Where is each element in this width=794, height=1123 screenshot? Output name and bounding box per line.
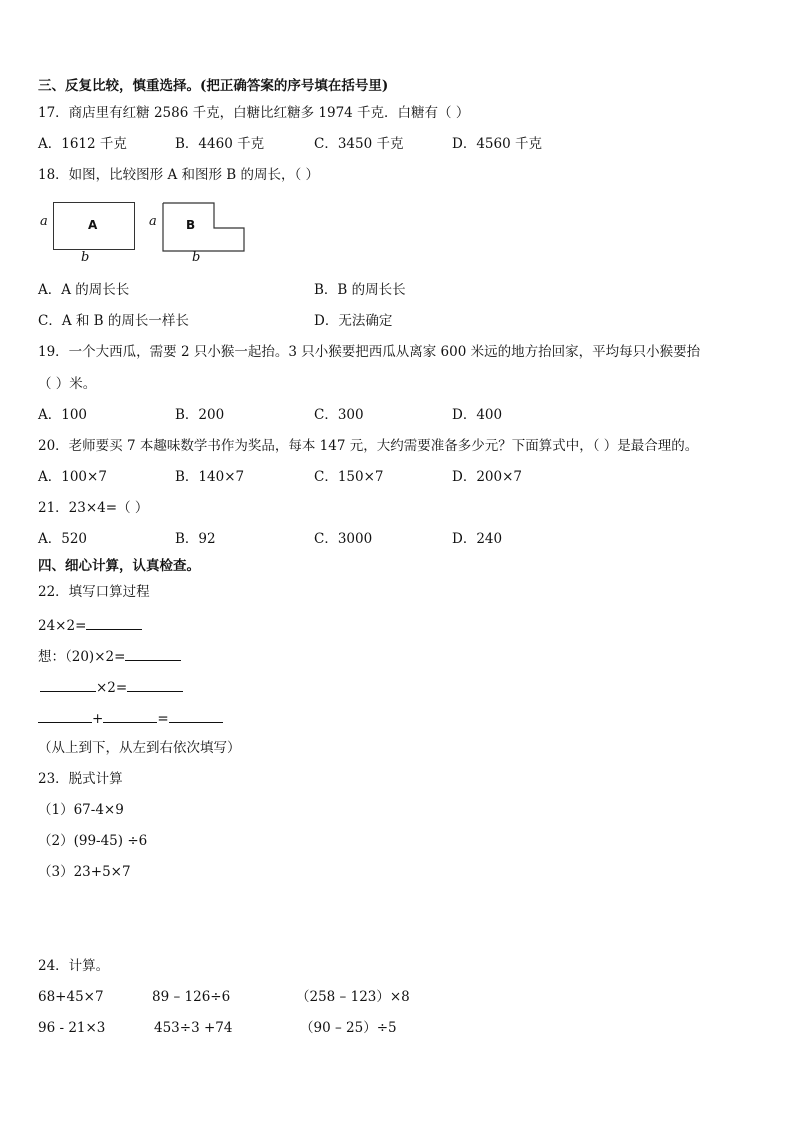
figure-a-bottom-label: b [81, 250, 90, 265]
q18-option-c: C．A 和 B 的周长一样长 [38, 313, 189, 329]
q24-r1-c2: 89 – 126÷6 [152, 989, 231, 1005]
q24-r1-c3: （258 – 123）×8 [296, 989, 410, 1005]
section-4-heading: 四、细心计算，认真检查。 [38, 558, 200, 574]
perimeter-figure [38, 198, 258, 268]
q22-blank-5[interactable] [38, 708, 92, 723]
q22-line-1 [38, 615, 142, 635]
question-23-title: 23．脱式计算 [38, 771, 123, 787]
q23-item-3: （3）23+5×7 [38, 864, 131, 880]
q20-option-d: D．200×7 [452, 469, 522, 485]
q20-option-a: A．100×7 [38, 469, 107, 485]
q22-line-1-expr: 24×2= [38, 618, 87, 634]
q22-blank-3[interactable] [40, 677, 96, 692]
question-19-text-cont: （ ）米。 [38, 376, 97, 392]
q21-option-b: B．92 [175, 531, 216, 547]
q23-item-1: （1）67-4×9 [38, 802, 124, 818]
q22-blank-1[interactable] [86, 615, 142, 630]
q17-option-b: B．4460 千克 [175, 136, 265, 152]
q21-option-a: A．520 [38, 531, 88, 547]
figure-b-bottom-label: b [192, 250, 201, 265]
question-22-title: 22．填写口算过程 [38, 584, 150, 600]
q18-option-a: A．A 的周长长 [38, 282, 130, 298]
q22-line-2 [38, 646, 181, 666]
q22-blank-7[interactable] [169, 708, 223, 723]
question-17-text: 17．商店里有红糖 2586 千克，白糖比红糖多 1974 千克．白糖有（ ） [38, 105, 470, 121]
q24-r2-c2: 453÷3 +74 [154, 1020, 233, 1036]
q20-option-c: C．150×7 [314, 469, 384, 485]
question-20-text: 20．老师要买 7 本趣味数学书作为奖品，每本 147 元，大约需要准备多少元？下面算式中，（ ）是最合理的。 [38, 438, 699, 454]
q22-blank-4[interactable] [127, 677, 183, 692]
q22-line-2-expr: 想：（20)×2= [38, 649, 126, 665]
q24-r2-c1: 96 - 21×3 [38, 1020, 106, 1036]
question-19-text: 19．一个大西瓜，需要 2 只小猴一起抬。3 只小猴要把西瓜从离家 600 米远的地方抬回家，平均每只小猴要抬 [38, 344, 701, 360]
q24-r1-c1: 68+45×7 [38, 989, 104, 1005]
q24-r2-c3: （90 – 25）÷5 [300, 1020, 397, 1036]
q19-option-b: B．200 [175, 407, 225, 423]
question-24-title: 24．计算。 [38, 958, 110, 974]
q17-option-c: C．3450 千克 [314, 136, 404, 152]
figure-b-side-label: a [149, 214, 157, 229]
shape-b-label: B [186, 218, 196, 232]
q20-option-b: B．140×7 [175, 469, 245, 485]
q22-line-4 [38, 708, 223, 728]
q22-blank-6[interactable] [103, 708, 157, 723]
shape-a-label: A [88, 218, 98, 232]
q17-option-d: D．4560 千克 [452, 136, 542, 152]
question-21-text: 21．23×4=（ ） [38, 500, 149, 516]
q21-option-d: D．240 [452, 531, 503, 547]
question-18-text: 18．如图，比较图形 A 和图形 B 的周长，（ ） [38, 167, 320, 183]
q22-note: （从上到下，从左到右依次填写） [38, 740, 241, 756]
figure-a-side-label: a [40, 214, 48, 229]
q18-option-b: B．B 的周长长 [314, 282, 406, 298]
q23-item-2: （2）(99-45) ÷6 [38, 833, 148, 849]
q22-blank-2[interactable] [125, 646, 181, 661]
q22-equals-sign: = [157, 711, 169, 727]
q22-line-3-expr: ×2= [96, 680, 128, 696]
q17-option-a: A．1612 千克 [38, 136, 127, 152]
q18-option-d: D．无法确定 [314, 313, 393, 329]
section-3-heading: 三、反复比较，慎重选择。(把正确答案的序号填在括号里) [38, 78, 389, 94]
q19-option-a: A．100 [38, 407, 88, 423]
q22-line-3 [40, 677, 183, 697]
q21-option-c: C．3000 [314, 531, 373, 547]
q19-option-d: D．400 [452, 407, 503, 423]
q19-option-c: C．300 [314, 407, 364, 423]
shape-b-outline [162, 202, 246, 252]
q22-plus-sign: + [92, 711, 104, 727]
